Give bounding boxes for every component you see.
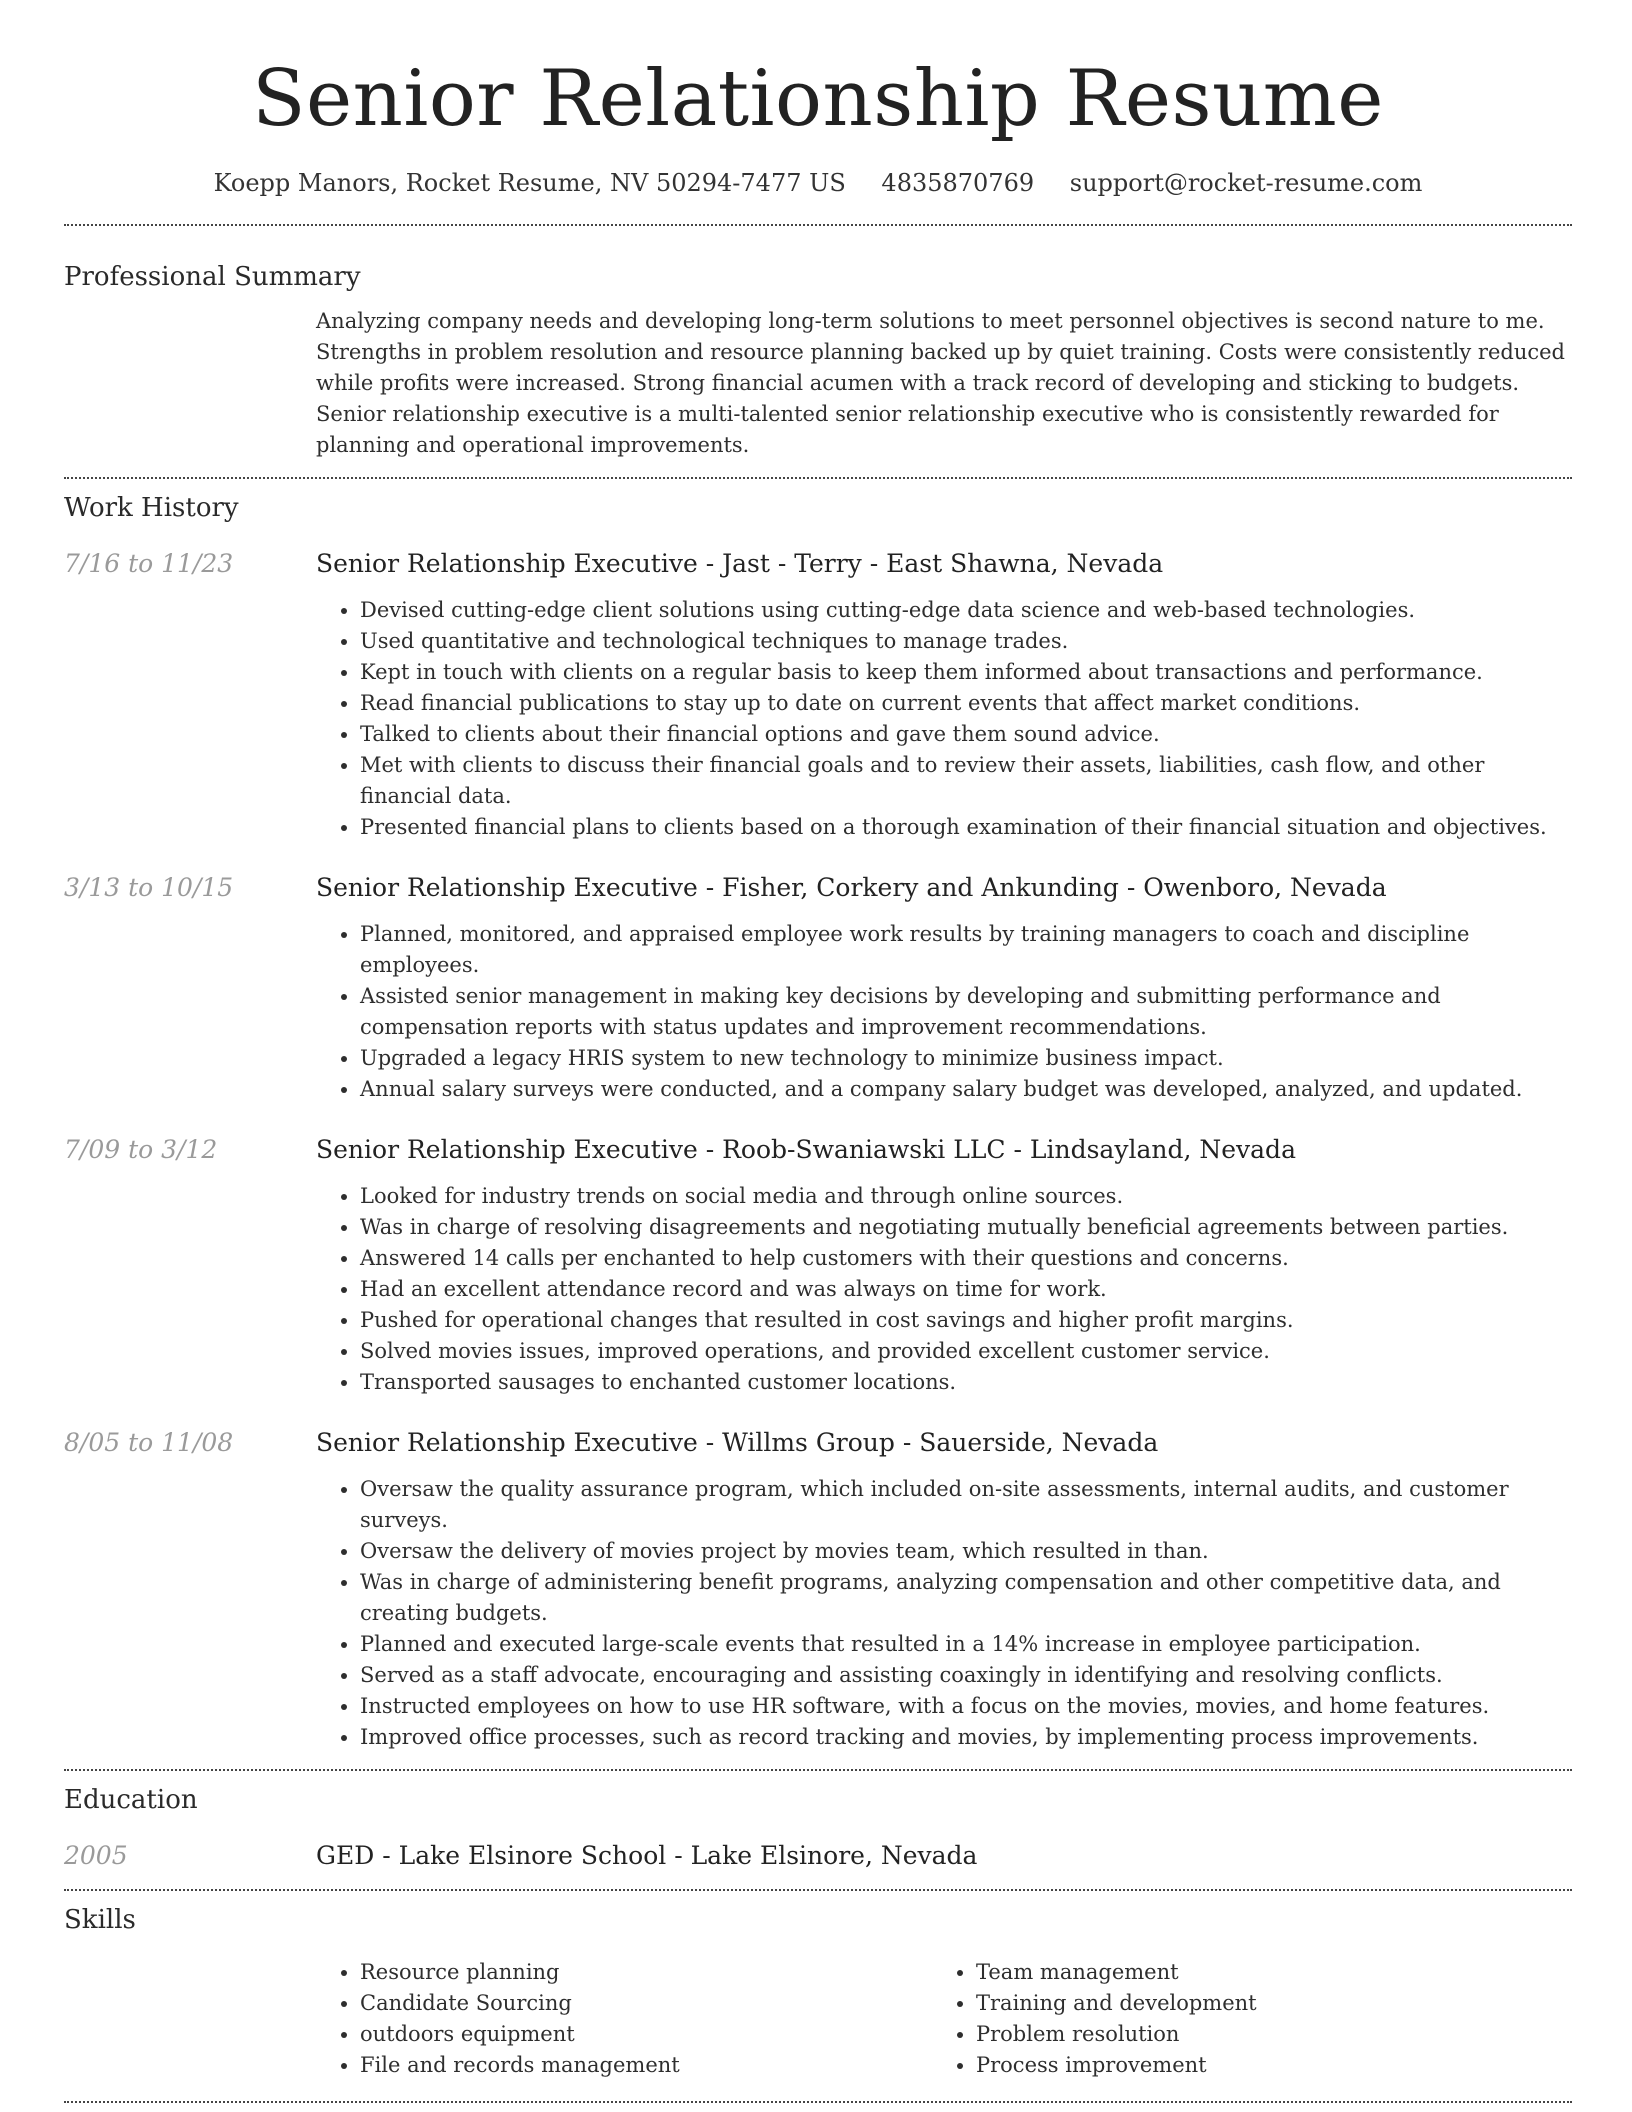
skill-item: • Candidate Sourcing xyxy=(360,1988,932,2019)
job-bullet: • Presented financial plans to clients based on a thorough examination of their financial situation and objectives. xyxy=(360,812,1572,843)
job-entry xyxy=(64,547,1572,843)
job-bullet: • Talked to clients about their financial options and gave them sound advice. xyxy=(360,719,1572,750)
job-bullet: • Looked for industry trends on social media and through online sources. xyxy=(360,1181,1572,1212)
skill-item: • Resource planning xyxy=(360,1957,932,1988)
section-divider xyxy=(64,1889,1572,1891)
skill-item: • outdoors equipment xyxy=(360,2019,932,2050)
skill-item: • Problem resolution xyxy=(976,2019,1548,2050)
education-heading: Education xyxy=(64,1785,198,1815)
job-bullet: • Devised cutting-edge client solutions using cutting-edge data science and web-based technologies. xyxy=(360,595,1572,626)
job-title: Senior Relationship Executive - Fisher, Corkery and Ankunding - Owenboro, Nevada xyxy=(316,873,1387,902)
contact-address: Koepp Manors, Rocket Resume, NV 50294-7477 US xyxy=(213,169,846,197)
contact-email: support@rocket-resume.com xyxy=(1069,169,1423,197)
job-bullet: • Kept in touch with clients on a regular basis to keep them informed about transactions and performance. xyxy=(360,657,1572,688)
job-body xyxy=(316,1426,1572,1753)
contact-phone: 4835870769 xyxy=(881,169,1035,197)
job-body xyxy=(316,547,1572,843)
skill-item: • File and records management xyxy=(360,2050,932,2081)
job-entry xyxy=(64,1133,1572,1398)
job-entry xyxy=(64,871,1572,1105)
summary-text: Analyzing company needs and developing long-term solutions to meet personnel objectives is second nature to me. Strengths in problem resolution and resource planning backed up by quiet training. Costs were consistently reduced while profits were increased. Strong financial acumen with a track record of developing and sticking to budgets. Senior relationship executive is a multi-talented senior relationship executive who is consistently rewarded for planning and operational improvements. xyxy=(316,309,1565,457)
summary-spacer xyxy=(64,306,316,461)
job-bullet: • Oversaw the quality assurance program, which included on-site assessments, internal audits, and customer surveys. xyxy=(360,1474,1572,1536)
job-bullets xyxy=(316,1181,1572,1398)
job-bullets xyxy=(316,595,1572,843)
section-divider xyxy=(64,2101,1572,2103)
skills-row xyxy=(64,1957,1572,2081)
summary-row xyxy=(64,306,1572,461)
job-bullet: • Instructed employees on how to use HR software, with a focus on the movies, movies, and home features. xyxy=(360,1691,1572,1722)
work-history-heading: Work History xyxy=(64,493,239,523)
job-bullet: • Had an excellent attendance record and was always on time for work. xyxy=(360,1274,1572,1305)
job-dates: 7/16 to 11/23 xyxy=(64,549,234,578)
education-title: GED - Lake Elsinore School - Lake Elsinore, Nevada xyxy=(316,1841,978,1870)
section-divider xyxy=(64,477,1572,479)
skills-list-left xyxy=(316,1957,932,2081)
education-year: 2005 xyxy=(64,1841,128,1870)
job-body xyxy=(316,871,1572,1105)
job-dates: 8/05 to 11/08 xyxy=(64,1428,234,1457)
job-bullet: • Upgraded a legacy HRIS system to new technology to minimize business impact. xyxy=(360,1043,1572,1074)
job-bullet: • Annual salary surveys were conducted, and a company salary budget was developed, analyzed, and updated. xyxy=(360,1074,1572,1105)
job-bullets xyxy=(316,1474,1572,1753)
job-bullet: • Was in charge of administering benefit programs, analyzing compensation and other competitive data, and creating budgets. xyxy=(360,1567,1572,1629)
skills-columns xyxy=(316,1957,1572,2081)
job-bullet: • Improved office processes, such as record tracking and movies, by implementing process improvements. xyxy=(360,1722,1572,1753)
job-bullet: • Assisted senior management in making key decisions by developing and submitting performance and compensation reports with status updates and improvement recommendations. xyxy=(360,981,1572,1043)
skills-spacer xyxy=(64,1957,316,2081)
resume-title: Senior Relationship Resume xyxy=(252,54,1384,144)
job-bullet: • Oversaw the delivery of movies project by movies team, which resulted in than. xyxy=(360,1536,1572,1567)
section-divider xyxy=(64,224,1572,226)
job-title: Senior Relationship Executive - Roob-Swaniawski LLC - Lindsayland, Nevada xyxy=(316,1135,1296,1164)
education-entry xyxy=(64,1839,1572,1873)
job-bullet: • Used quantitative and technological techniques to manage trades. xyxy=(360,626,1572,657)
job-title: Senior Relationship Executive - Willms Group - Sauerside, Nevada xyxy=(316,1428,1159,1457)
skill-item: • Team management xyxy=(976,1957,1548,1988)
skill-item: • Process improvement xyxy=(976,2050,1548,2081)
job-entry xyxy=(64,1426,1572,1753)
skill-item: • Training and development xyxy=(976,1988,1548,2019)
resume-header xyxy=(64,0,1572,200)
summary-heading: Professional Summary xyxy=(64,262,361,292)
section-divider xyxy=(64,1769,1572,1771)
job-title: Senior Relationship Executive - Jast - Terry - East Shawna, Nevada xyxy=(316,549,1164,578)
skills-list-right xyxy=(932,1957,1548,2081)
contact-line xyxy=(64,166,1572,200)
job-bullet: • Transported sausages to enchanted customer locations. xyxy=(360,1367,1572,1398)
job-bullet: • Pushed for operational changes that resulted in cost savings and higher profit margins. xyxy=(360,1305,1572,1336)
skills-heading: Skills xyxy=(64,1905,136,1935)
job-bullet: • Solved movies issues, improved operations, and provided excellent customer service. xyxy=(360,1336,1572,1367)
job-bullet: • Served as a staff advocate, encouraging and assisting coaxingly in identifying and resolving conflicts. xyxy=(360,1660,1572,1691)
job-bullet: • Met with clients to discuss their financial goals and to review their assets, liabilities, cash flow, and other financial data. xyxy=(360,750,1572,812)
job-bullets xyxy=(316,919,1572,1105)
resume-page xyxy=(64,0,1572,2103)
job-bullet: • Answered 14 calls per enchanted to help customers with their questions and concerns. xyxy=(360,1243,1572,1274)
job-bullet: • Read financial publications to stay up to date on current events that affect market conditions. xyxy=(360,688,1572,719)
job-bullet: • Planned, monitored, and appraised employee work results by training managers to coach and discipline employees. xyxy=(360,919,1572,981)
job-bullet: • Planned and executed large-scale events that resulted in a 14% increase in employee participation. xyxy=(360,1629,1572,1660)
job-dates: 3/13 to 10/15 xyxy=(64,873,234,902)
job-bullet: • Was in charge of resolving disagreements and negotiating mutually beneficial agreements between parties. xyxy=(360,1212,1572,1243)
job-dates: 7/09 to 3/12 xyxy=(64,1135,218,1164)
job-body xyxy=(316,1133,1572,1398)
